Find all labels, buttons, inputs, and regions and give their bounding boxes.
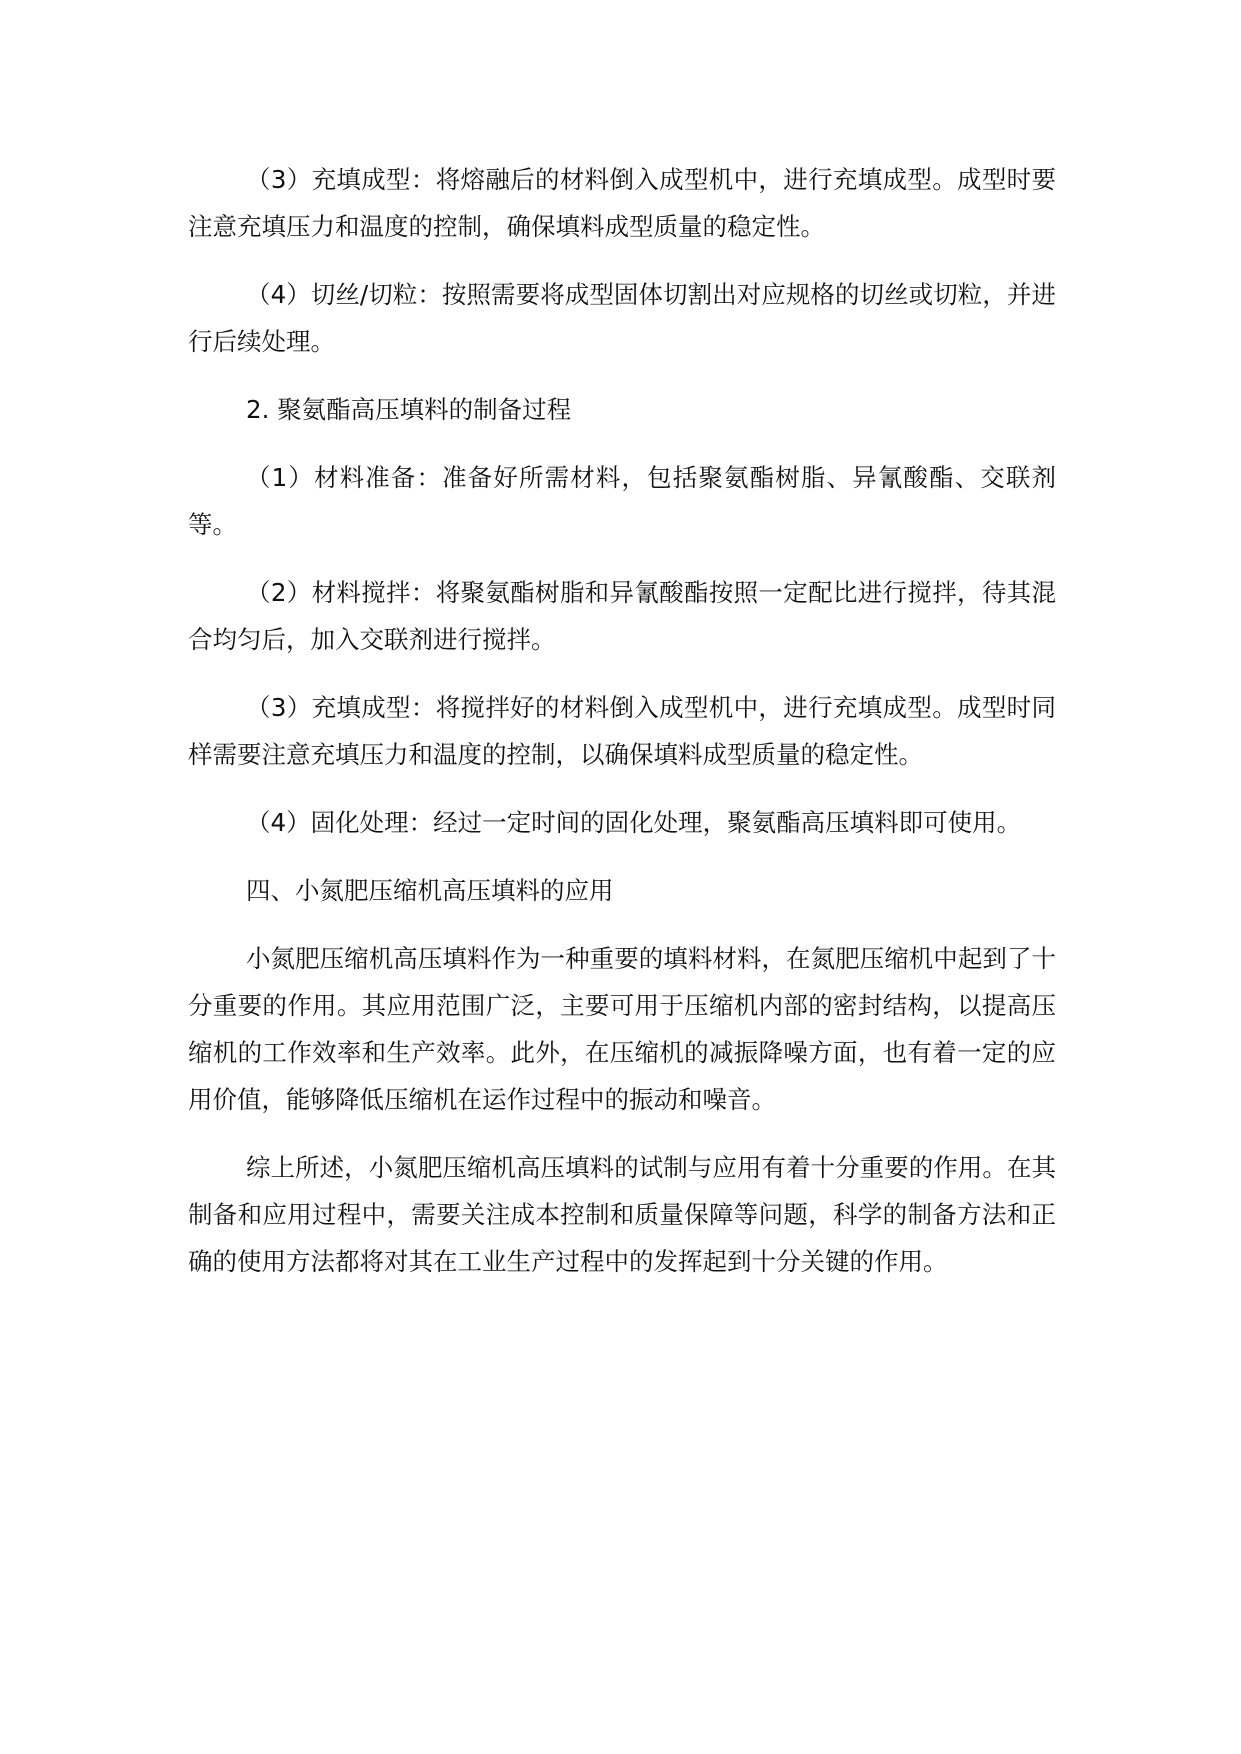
- section-heading-application: 四、小氮肥压缩机高压填料的应用: [246, 876, 614, 905]
- paragraph-application: 小氮肥压缩机高压填料作为一种重要的填料材料，在氮肥压缩机中起到了十分重要的作用。其应用范围广泛，主要可用于压缩机内部的密封结构，以提高压缩机的工作效率和生产效率。此外，在压缩机的减振降噪方面，也有着一定的应用价值，能够降低压缩机在运作过程中的振动和噪音。: [188, 944, 1056, 1114]
- paragraph-curing-step-4: （4）固化处理：经过一定时间的固化处理，聚氨酯高压填料即可使用。: [246, 808, 1022, 837]
- section-heading-polyurethane-preparation: 2. 聚氨酯高压填料的制备过程: [246, 395, 572, 424]
- paragraph-filling-molding-pu-step-3: （3）充填成型：将搅拌好的材料倒入成型机中，进行充填成型。成型时同样需要注意充填压力和温度的控制，以确保填料成型质量的稳定性。: [188, 693, 1056, 769]
- paragraph-material-mixing-step-2: （2）材料搅拌：将聚氨酯树脂和异氰酸酯按照一定配比进行搅拌，待其混合均匀后，加入交联剂进行搅拌。: [188, 578, 1056, 654]
- document-body: [188, 156, 1056, 1306]
- paragraph-cutting-step-4: （4）切丝/切粒：按照需要将成型固体切割出对应规格的切丝或切粒，并进行后续处理。: [188, 280, 1056, 356]
- paragraph-filling-molding-step-3: （3）充填成型：将熔融后的材料倒入成型机中，进行充填成型。成型时要注意充填压力和温度的控制，确保填料成型质量的稳定性。: [188, 165, 1056, 241]
- paragraph-conclusion: 综上所述，小氮肥压缩机高压填料的试制与应用有着十分重要的作用。在其制备和应用过程中，需要关注成本控制和质量保障等问题，科学的制备方法和正确的使用方法都将对其在工业生产过程中的发挥起到十分关键的作用。: [188, 1153, 1056, 1276]
- paragraph-material-preparation-step-1: （1）材料准备：准备好所需材料，包括聚氨酯树脂、异氰酸酯、交联剂等。: [188, 463, 1056, 539]
